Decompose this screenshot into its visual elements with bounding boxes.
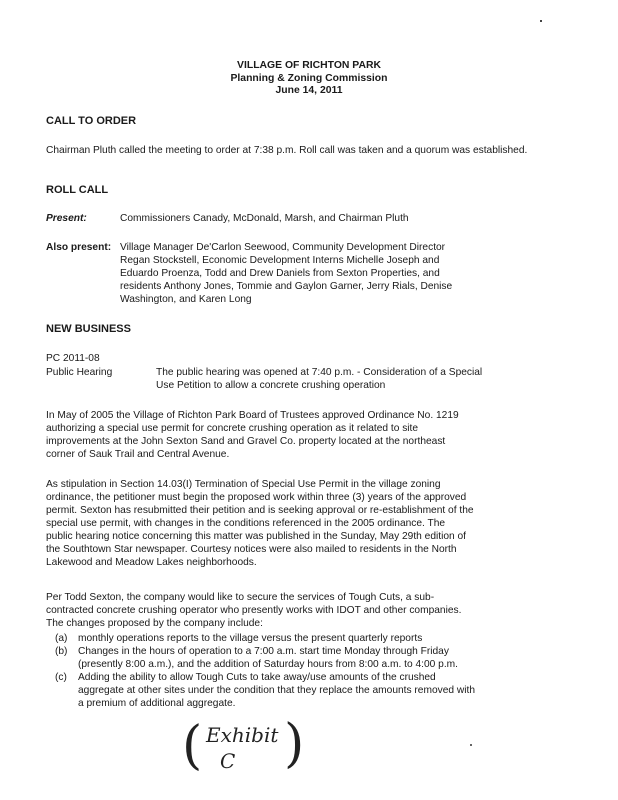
para-line: ordinance, the petitioner must begin the proposed work within three (3) years of the approved (46, 492, 467, 503)
right-paren-mark: ) (284, 714, 305, 774)
exhibit-label: Exhibit (206, 723, 279, 747)
present-label: Present: (46, 213, 87, 224)
para-line: Lakewood and Meadow Lakes neighborhoods. (46, 557, 257, 568)
list-item-text (66, 632, 566, 645)
case-type: Public Hearing (46, 367, 113, 378)
list-item-text (66, 645, 566, 671)
list-item-text (66, 671, 566, 710)
list-line: Adding the ability to allow Tough Cuts to take away/use amounts of the crushed (78, 672, 436, 683)
para-line: special use permit, with changes in the conditions referenced in the 2005 ordinance. The (46, 518, 446, 529)
call-to-order-text: Chairman Pluth called the meeting to order at 7:38 p.m. Roll call was taken and a quorum was established. (46, 145, 528, 156)
case-number: PC 2011-08 (46, 353, 100, 364)
new-business-heading: NEW BUSINESS (46, 323, 131, 335)
list-line: a premium of additional aggregate. (78, 698, 236, 709)
list-item (46, 632, 566, 645)
also-present-line: Eduardo Proenza, Todd and Drew Daniels from Sexton Properties, and (120, 268, 440, 279)
meeting-date: June 14, 2011 (275, 85, 343, 96)
list-line: (presently 8:00 a.m.), and the addition of Saturday hours from 8:00 a.m. to 4:00 p.m. (78, 659, 458, 670)
list-item (46, 671, 566, 710)
roll-call-heading: ROLL CALL (46, 184, 109, 196)
list-marker: (b) (55, 646, 68, 657)
paragraph-stipulation (46, 478, 566, 569)
para-line: The changes proposed by the company include: (46, 618, 263, 629)
list-marker: (a) (55, 633, 68, 644)
exhibit-letter: C (220, 749, 236, 773)
case-line: The public hearing was opened at 7:40 p.m. - Consideration of a Special (156, 367, 483, 378)
commission-name: Planning & Zoning Commission (230, 72, 388, 84)
para-line: corner of Sauk Trail and Central Avenue. (46, 449, 230, 460)
scan-speck (540, 20, 542, 22)
case-line: Use Petition to allow a concrete crushing operation (156, 380, 386, 391)
org-name: VILLAGE OF RICHTON PARK (237, 60, 381, 71)
paragraph-proposal (46, 591, 566, 630)
present-text: Commissioners Canady, McDonald, Marsh, and Chairman Pluth (120, 213, 409, 224)
list-item (46, 645, 566, 671)
list-line: monthly operations reports to the village versus the present quarterly reports (78, 633, 423, 644)
also-present-line: Washington, and Karen Long (120, 294, 252, 305)
para-line: the Southtown Star newspaper. Courtesy notices were also mailed to residents in the North (46, 544, 457, 555)
para-line: permit. Sexton has resubmitted their petition and is seeking approval or re-establishment of the (46, 505, 474, 516)
also-present-line: Village Manager De'Carlon Seewood, Community Development Director (120, 242, 446, 253)
call-to-order-heading: CALL TO ORDER (46, 115, 137, 127)
left-paren-mark: ( (182, 716, 203, 776)
para-line: contracted concrete crushing operator who presently works with IDOT and other companies. (46, 605, 462, 616)
paragraph-ordinance (46, 409, 566, 461)
scan-speck (470, 744, 472, 746)
para-line: authorizing a special use permit for concrete crushing operation as it related to site (46, 423, 419, 434)
para-line: Per Todd Sexton, the company would like to secure the services of Tough Cuts, a sub- (46, 592, 435, 603)
also-present-line: residents Anthony Jones, Tommie and Gaylon Garner, Jerry Rials, Denise (120, 281, 453, 292)
document-header (0, 60, 618, 98)
para-line: public hearing notice concerning this matter was published in the Sunday, May 29th edition of (46, 531, 467, 542)
case-description (156, 366, 566, 392)
proposed-changes-list (46, 632, 566, 710)
list-marker: (c) (55, 672, 67, 683)
also-present-text (120, 241, 560, 306)
list-line: Changes in the hours of operation to a 7:00 a.m. start time Monday through Friday (78, 646, 449, 657)
para-line: As stipulation in Section 14.03(I) Termination of Special Use Permit in the village zoning (46, 479, 441, 490)
para-line: In May of 2005 the Village of Richton Park Board of Trustees approved Ordinance No. 1219 (46, 410, 459, 421)
para-line: improvements at the John Sexton Sand and Gravel Co. property located at the northeast (46, 436, 446, 447)
also-present-label: Also present: (46, 242, 112, 253)
also-present-line: Regan Stockstell, Economic Development Interns Michelle Joseph and (120, 255, 440, 266)
list-line: aggregate at other sites under the condition that they replace the amounts removed with (78, 685, 475, 696)
